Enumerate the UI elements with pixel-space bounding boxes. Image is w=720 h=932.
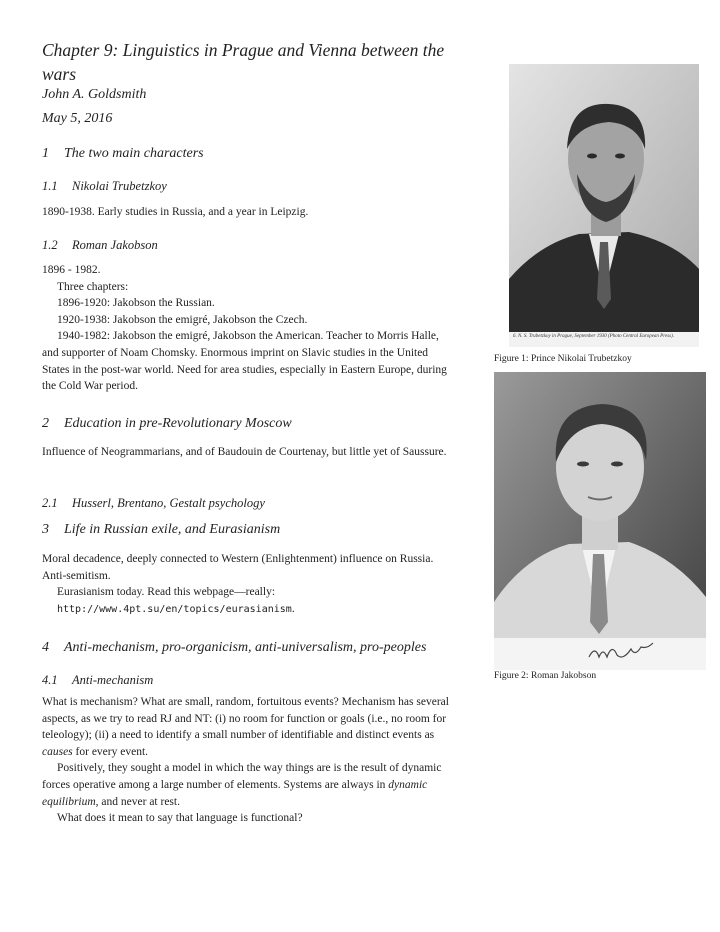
text-line: Eurasianism today. Read this webpage—really:: [57, 586, 276, 599]
section-number: 2: [42, 416, 49, 431]
trubetzkoy-dates: 1890-1938. Early studies in Russia, and a year in Leipzig.: [42, 206, 309, 218]
subsection-title: Husserl, Brentano, Gestalt psychology: [72, 496, 265, 510]
photo-inscription: 6. N. S. Trubetzkoy in Prague, September 1930 (Photo Central European Press).: [513, 334, 675, 339]
anti-mechanism-paragraph: [42, 694, 454, 827]
url-period: .: [291, 602, 295, 615]
section-heading-3: [42, 522, 280, 538]
subsection-heading-2-1: [42, 496, 265, 511]
portrait-illustration: [509, 64, 699, 347]
section-title: Anti-mechanism, pro-organicism, anti-universalism, pro-peoples: [64, 640, 427, 655]
text-line: What does it mean to say that language is functional?: [57, 812, 303, 825]
text-line: Moral decadence, deeply connected to Western (Enlightenment) influence on Russia. Anti-semitism.: [42, 553, 434, 582]
text-run: Positively, they sought a model in which the way things are is the result of dynamic forces operative among a large number of elements. Systems are always in: [42, 762, 442, 791]
portrait-illustration: [494, 372, 706, 670]
section-number: 1: [42, 146, 49, 161]
text-line: 1896-1920: Jakobson the Russian.: [57, 297, 215, 310]
emphasis: causes: [42, 745, 73, 758]
subsection-number: 1.2: [42, 238, 58, 252]
figure-2-caption: Figure 2: Roman Jakobson: [494, 671, 597, 681]
url-line: [42, 601, 454, 619]
subsection-title: Anti-mechanism: [72, 673, 154, 687]
jakobson-photo: [494, 372, 706, 670]
figure-1-caption: Figure 1: Prince Nikolai Trubetzkoy: [494, 354, 632, 364]
section-number: 4: [42, 640, 49, 655]
subsection-heading-4-1: [42, 673, 153, 688]
trubetzkoy-photo: [509, 64, 699, 347]
text-line: [42, 694, 454, 760]
text-run: , and never at rest.: [95, 795, 180, 808]
subsection-number: 1.1: [42, 179, 58, 193]
section-heading-1: [42, 146, 204, 162]
moscow-paragraph: Influence of Neogrammarians, and of Baudouin de Courtenay, but little yet of Saussure.: [42, 446, 447, 458]
text-line: 1920-1938: Jakobson the emigré, Jakobson the Czech.: [57, 313, 308, 326]
text-run: for every event.: [72, 745, 149, 758]
emphasis: dynamic equilibrium: [42, 778, 428, 808]
section-number: 3: [42, 522, 49, 537]
author: John A. Goldsmith: [42, 87, 147, 102]
text-line: 1896 - 1982.: [42, 264, 101, 276]
text-run: What is mechanism? What are small, random, fortuitous events? Mechanism has several aspects, as we try to read RJ and NT: (i) no room for function or goals (i.e., no room for teleology); (ii) a need to identify a small number of identifiable and distinct events as: [42, 696, 449, 742]
subsection-title: Roman Jakobson: [72, 238, 158, 252]
eurasianism-paragraph: [42, 551, 454, 618]
subsection-number: 4.1: [42, 673, 58, 687]
date: May 5, 2016: [42, 111, 113, 126]
section-title: The two main characters: [64, 146, 204, 161]
section-heading-4: [42, 640, 426, 656]
page-title: Chapter 9: Linguistics in Prague and Vienna between the wars: [42, 40, 445, 84]
text-line: 1940-1982: Jakobson the emigré, Jakobson the American. Teacher to Morris Halle, and supporter of Noam Chomsky. Enormous imprint on Slavic studies in the United States in the post-war world. Need for area studies, especially in Eastern Europe, during the Cold War period.: [42, 330, 447, 393]
subsection-heading-1-1: [42, 179, 167, 194]
section-title: Life in Russian exile, and Eurasianism: [64, 522, 281, 537]
eurasianism-link[interactable]: http://www.4pt.su/en/topics/eurasianism: [57, 603, 292, 615]
section-title: Education in pre-Revolutionary Moscow: [64, 416, 292, 431]
subsection-title: Nikolai Trubetzkoy: [72, 179, 167, 193]
text-line: Three chapters:: [57, 280, 129, 293]
subsection-number: 2.1: [42, 496, 58, 510]
text-line: [42, 760, 454, 810]
subsection-heading-1-2: [42, 238, 158, 253]
jakobson-paragraph: [42, 262, 454, 395]
section-heading-2: [42, 416, 292, 432]
